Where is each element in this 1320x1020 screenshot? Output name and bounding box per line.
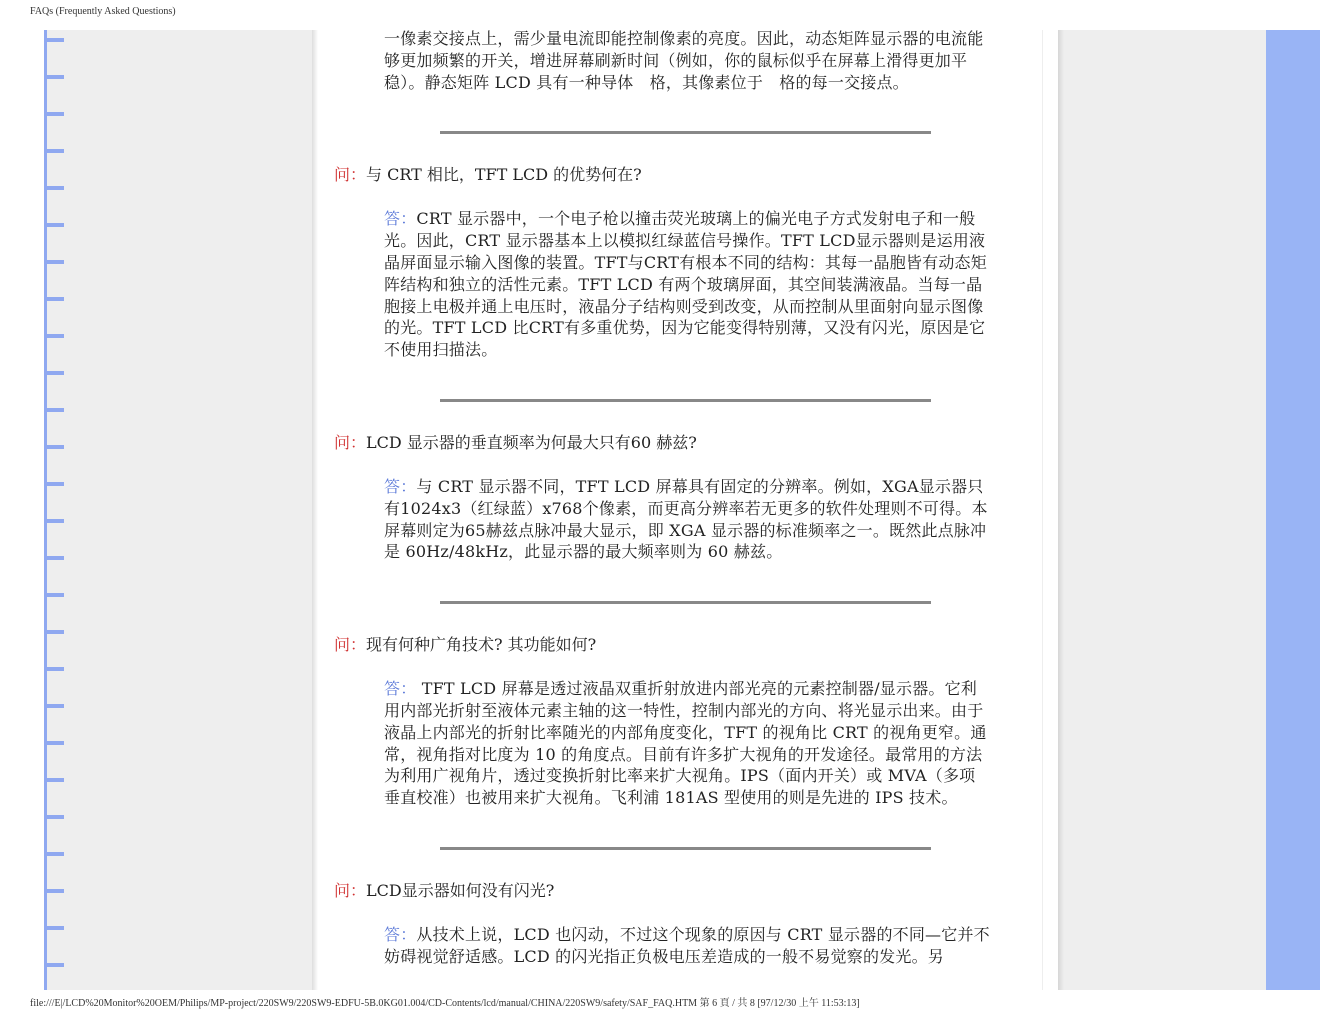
rail-tick <box>44 334 64 338</box>
rail-tick <box>44 445 64 449</box>
question-label: 问： <box>334 432 367 452</box>
left-sidebar <box>44 30 312 990</box>
question-label: 问： <box>334 165 367 185</box>
rail-tick <box>44 593 64 597</box>
faq-question-1 <box>334 164 994 186</box>
rail-tick <box>44 112 64 116</box>
answer-line-1a: CRT 显示器中，一个电子枪以撞击荧光玻璃上的偏光电子方式发射电子和一般 <box>416 209 976 229</box>
answer-line-1b: 光。因此，CRT 显示器基本上以模拟红绿蓝信号操作。TFT LCD显示器则是运用液晶屏面显示输入图像的装置。TFT与CRT有根本不同的结构：其每一晶胞皆有动态矩阵结构和独立的活性元素。TFT LCD 有两个玻璃屏面，其空间装满液晶。当每一晶胞接上电极并通上电压时，液晶分子结构则受到改变，从而控制从里面射向显示图像的光。TFT LCD 比CRT有多重优势，因为它能变得特别薄，又没有闪光，原因是它不使用扫描法。 <box>384 231 987 360</box>
divider <box>440 399 931 402</box>
right-sidebar <box>1058 30 1266 990</box>
rail-tick <box>44 926 64 930</box>
rail-tick <box>44 741 64 745</box>
question-text: LCD 显示器的垂直频率为何最大只有60 赫兹? <box>366 432 697 452</box>
answer-text: TFT LCD 屏幕是透过液晶双重折射放进内部光亮的元素控制器/显示器。它利用内部光折射至液体元素主轴的这一特性，控制内部光的方向、将光显示出来。由于液晶上内部光的折射比率随光的内部角度变化，TFT 的视角比 CRT 的视角更窄。通常，视角指对比度为 10 的角度点。目前有许多扩大视角的开发途径。最常用的方法为利用广视角片，透过变换折射比率来扩大视角。IPS（面内开关）或 MVA（多项垂直校准）也被用来扩大视角。飞利浦 181AS 型使用的则是先进的 IPS 技术。 <box>384 679 987 808</box>
answer-text: 从技术上说，LCD 也闪动，不过这个现象的原因与 CRT 显示器的不同—它并不妨碍视觉舒适感。LCD 的闪光指正负极电压差造成的一般不易觉察的发光。另 <box>384 924 990 966</box>
rail-tick <box>44 482 64 486</box>
divider <box>440 601 931 604</box>
faq-answer-4 <box>384 924 990 968</box>
left-rail <box>44 30 47 990</box>
answer-label: 答： <box>384 924 417 944</box>
divider <box>440 847 931 850</box>
rail-tick <box>44 630 64 634</box>
question-text: 与 CRT 相比，TFT LCD 的优势何在? <box>366 165 642 185</box>
page-header-title: FAQs (Frequently Asked Questions) <box>30 6 176 17</box>
rail-tick <box>44 223 64 227</box>
rail-tick <box>44 186 64 190</box>
rail-tick <box>44 667 64 671</box>
rail-tick <box>44 260 64 264</box>
question-label: 问： <box>334 635 367 655</box>
answer-text-1 <box>384 209 987 359</box>
rail-tick <box>44 149 64 153</box>
rail-tick <box>44 75 64 79</box>
question-text: LCD显示器如何没有闪光? <box>366 880 555 900</box>
faq-question-2 <box>334 432 994 454</box>
content-shadow <box>312 30 318 990</box>
faq-question-3 <box>334 634 994 656</box>
answer-label: 答： <box>384 679 417 699</box>
faq-answer-1 <box>384 208 990 361</box>
intro-paragraph: 一像素交接点上，需少量电流即能控制像素的亮度。因此，动态矩阵显示器的电流能够更加频繁的开关，增进屏幕刷新时间（例如，你的鼠标似乎在屏幕上滑得更加平稳）。静态矩阵 LCD 具有一种导体 格，其像素位于 格的每一交接点。 <box>384 29 984 92</box>
right-sidebar-shadow <box>1058 30 1064 990</box>
answer-label: 答： <box>384 476 417 496</box>
rail-tick <box>44 704 64 708</box>
rail-tick <box>44 778 64 782</box>
content-right-edge <box>1042 30 1043 990</box>
faq-answer-2 <box>384 476 990 563</box>
answer-label: 答： <box>384 209 417 229</box>
rail-tick <box>44 815 64 819</box>
faq-question-4 <box>334 880 994 902</box>
rail-tick <box>44 38 64 42</box>
rail-tick <box>44 408 64 412</box>
rail-tick <box>44 889 64 893</box>
faq-content <box>334 26 994 990</box>
divider <box>440 131 931 134</box>
question-label: 问： <box>334 880 367 900</box>
right-blue-bar <box>1266 30 1320 990</box>
answer-text: 与 CRT 显示器不同，TFT LCD 屏幕具有固定的分辨率。例如，XGA显示器只有1024x3（红绿蓝）x768个像素，而更高分辨率若无更多的软件处理则不可得。本屏幕则定为65赫兹点脉冲最大显示，即 XGA 显示器的标准频率之一。既然此点脉冲是 60Hz/48kHz，此显示器的最大频率则为 60 赫兹。 <box>384 476 988 562</box>
question-text: 现有何种广角技术? 其功能如何? <box>366 635 597 655</box>
rail-tick <box>44 963 64 967</box>
rail-tick <box>44 519 64 523</box>
rail-tick <box>44 297 64 301</box>
rail-tick <box>44 852 64 856</box>
faq-answer-3 <box>384 678 990 809</box>
footer-file-path: file:///E|/LCD%20Monitor%20OEM/Philips/MP-project/220SW9/220SW9-EDFU-5B.0KG01.004/CD-Contents/lcd/manual/CHINA/220SW9/safety/SAF_FAQ.HTM 第 6 頁 / 共 8 [97/12/30 上午 11:53:13] <box>30 998 860 1009</box>
rail-tick <box>44 371 64 375</box>
rail-tick <box>44 556 64 560</box>
